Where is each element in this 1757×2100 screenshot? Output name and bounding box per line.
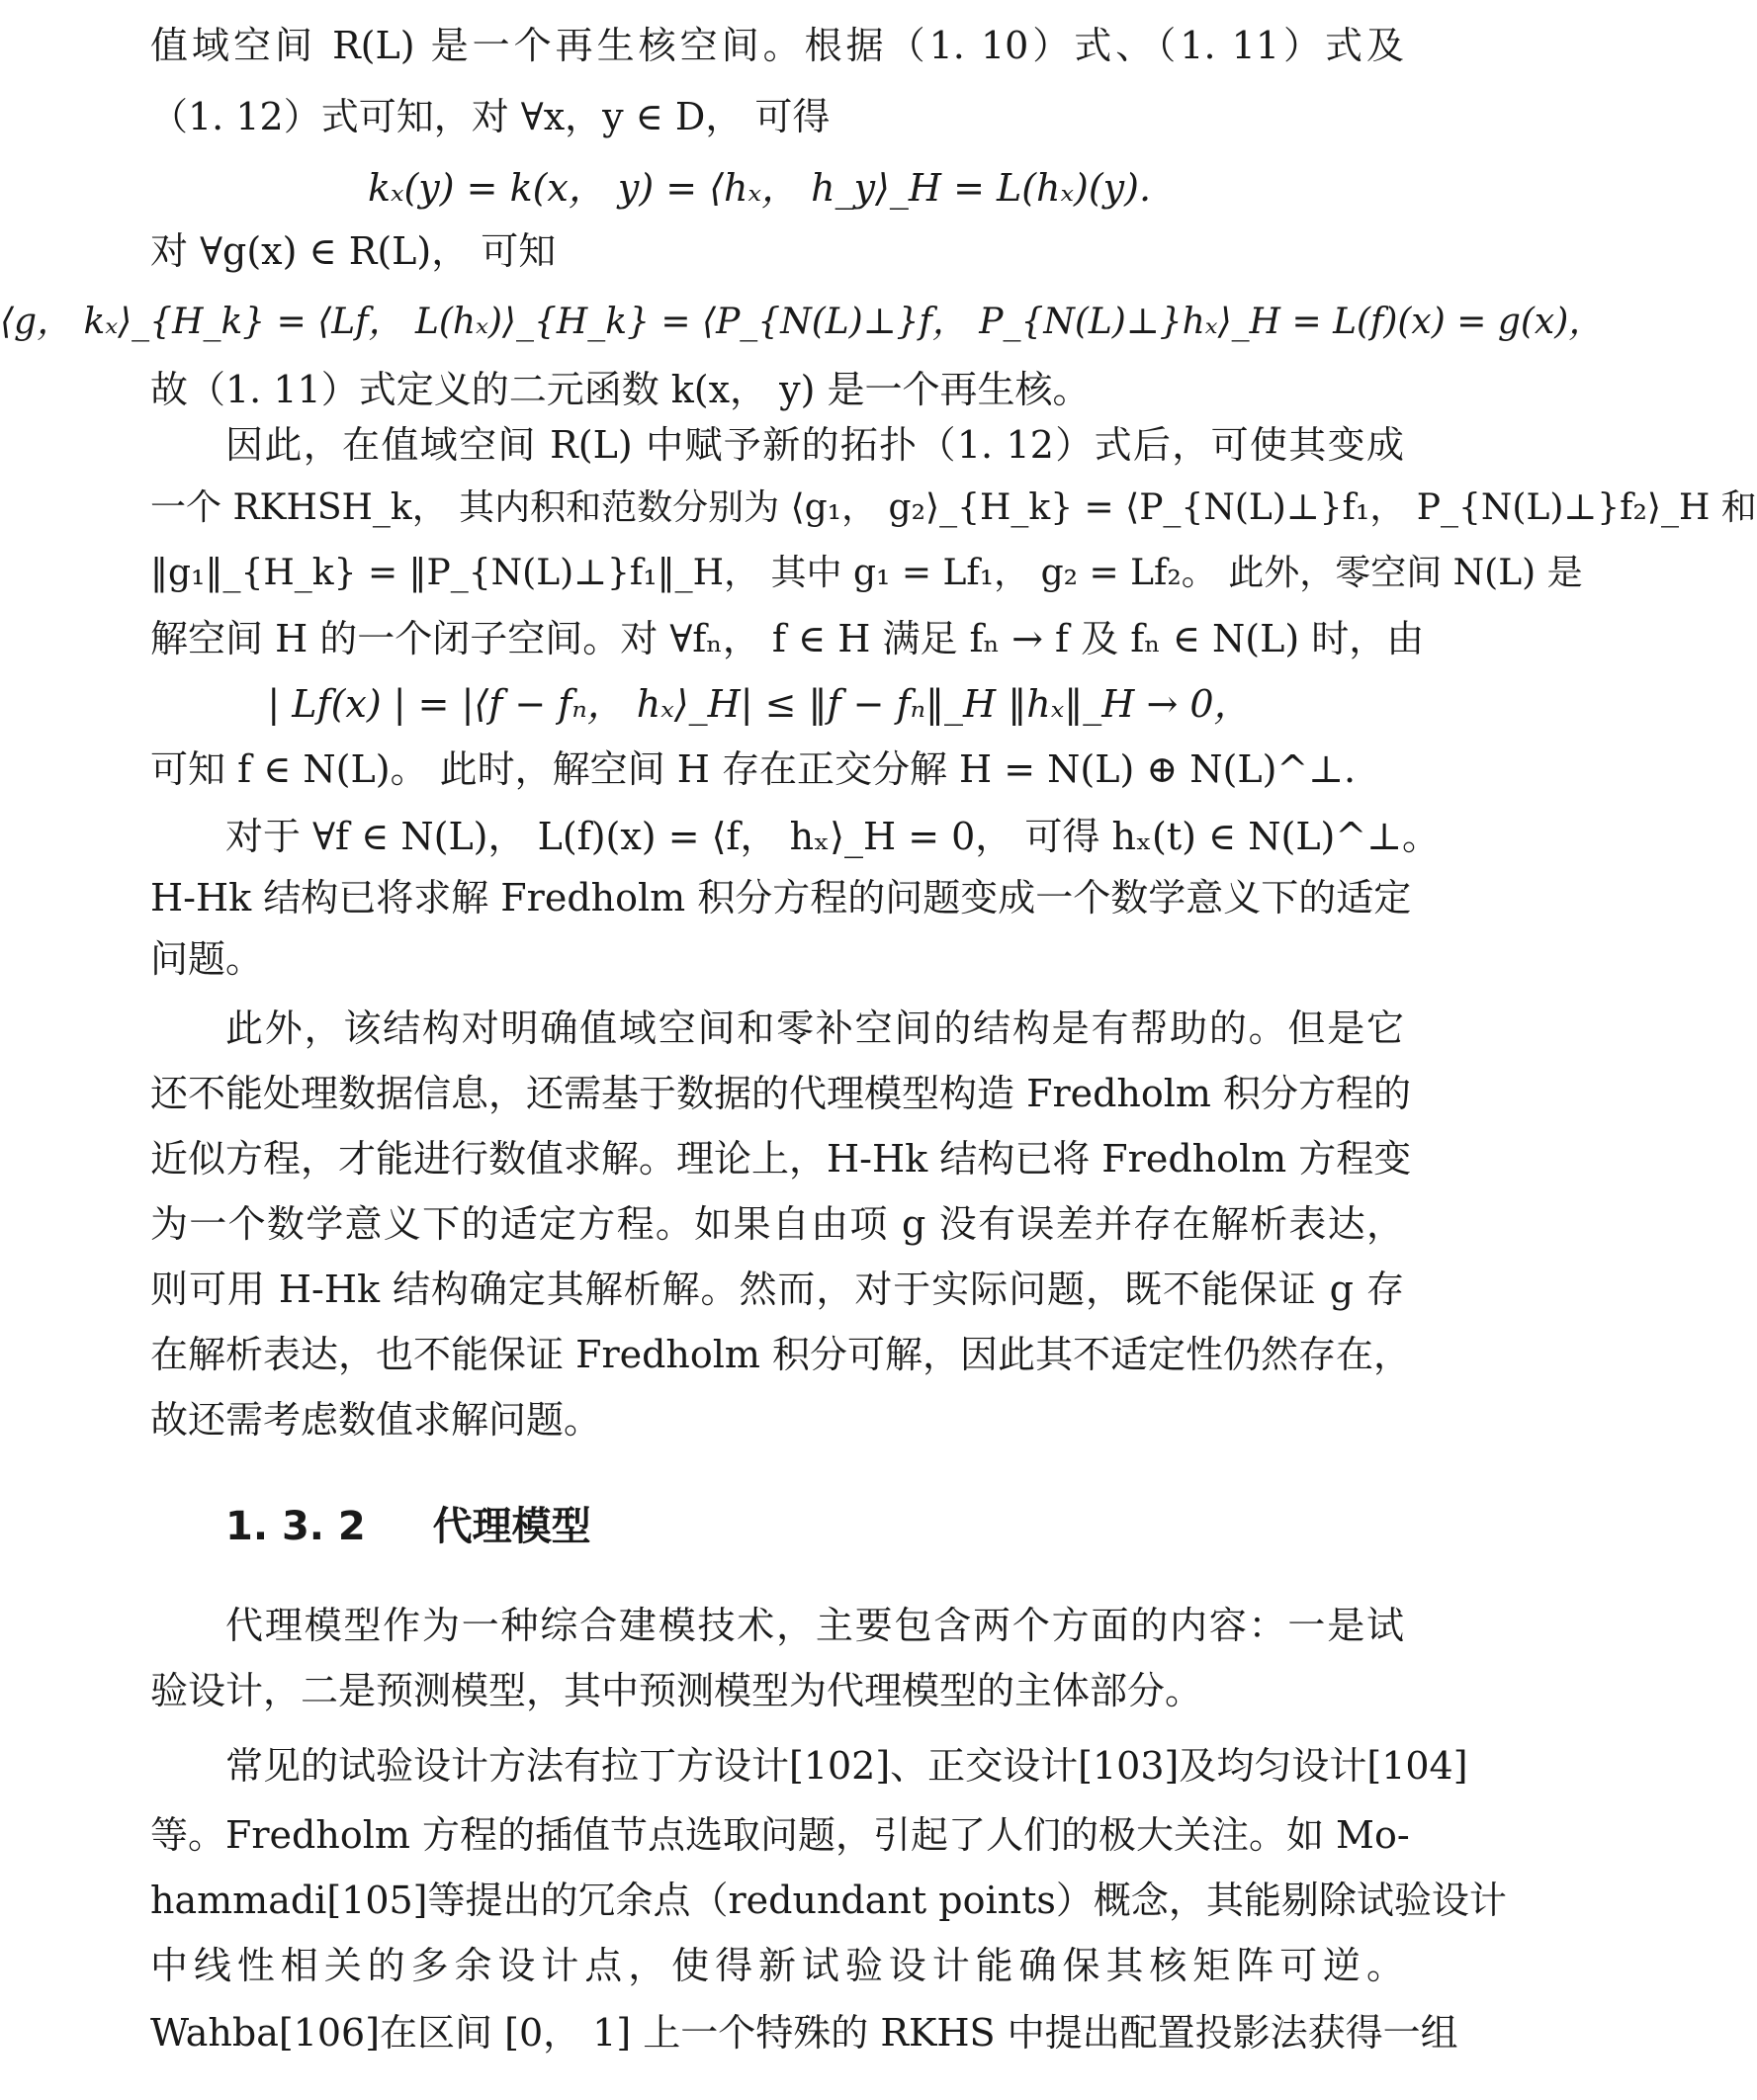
text-line: 常见的试验设计方法有拉丁方设计[102]、正交设计[103]及均匀设计[104] <box>225 1744 1468 1788</box>
text-line: 故（1. 11）式定义的二元函数 k(x， y) 是一个再生核。 <box>150 368 1091 411</box>
text-line: H-Hk 结构已将求解 Fredholm 积分方程的问题变成一个数学意义下的适定 <box>150 876 1412 919</box>
text-line: （1. 12）式可知，对 ∀x，y ∈ D， 可得 <box>150 95 831 138</box>
text-line: 解空间 H 的一个闭子空间。对 ∀fₙ， f ∈ H 满足 fₙ → f 及 fₙ ∈ N(L) 时，由 <box>150 617 1425 660</box>
section-heading <box>225 1503 1479 1550</box>
text-line: ‖g₁‖_{H_k} = ‖P_{N(L)⊥}f₁‖_H， 其中 g₁ = Lf₁， g₂ = Lf₂。 此外，零空间 N(L) 是 <box>150 553 1583 593</box>
text-line: 还不能处理数据信息，还需基于数据的代理模型构造 Fredholm 积分方程的 <box>150 1072 1412 1115</box>
section-title: 代理模型 <box>432 1504 591 1549</box>
text-line: 一个 RKHSH_k， 其内积和范数分别为 ⟨g₁， g₂⟩_{H_k} = ⟨P_{N(L)⊥}f₁， P_{N(L)⊥}f₂⟩_H 和 <box>150 487 1757 528</box>
text-line: 中线性相关的多余设计点，使得新试验设计能确保其核矩阵可逆。 <box>150 1944 1404 1987</box>
text-line: 为一个数学意义下的适定方程。如果自由项 g 没有误差并存在解析表达， <box>150 1202 1404 1246</box>
equation: kₓ(y) = k(x， y) = ⟨hₓ， h_y⟩_H = L(hₓ)(y). <box>367 166 1152 210</box>
equation: | Lf(x) | = |⟨f − fₙ， hₓ⟩_H| ≤ ‖f − fₙ‖_H ‖hₓ‖_H → 0， <box>267 682 1252 726</box>
text-line: 可知 f ∈ N(L)。 此时，解空间 H 存在正交分解 H = N(L) ⊕ N(L)^⊥. <box>150 747 1357 791</box>
text-line: 对于 ∀f ∈ N(L)， L(f)(x) = ⟨f， hₓ⟩_H = 0， 可得 hₓ(t) ∈ N(L)^⊥。 <box>225 815 1440 858</box>
text-line: 则可用 H-Hk 结构确定其解析解。然而，对于实际问题，既不能保证 g 存 <box>150 1268 1404 1311</box>
text-line: 验设计，二是预测模型，其中预测模型为代理模型的主体部分。 <box>150 1669 1203 1712</box>
text-line: Wahba[106]在区间 [0， 1] 上一个特殊的 RKHS 中提出配置投影法获得一组 <box>150 2011 1458 2055</box>
text-line: 代理模型作为一种综合建模技术，主要包含两个方面的内容：一是试 <box>225 1604 1404 1647</box>
text-line: 问题。 <box>150 937 264 981</box>
text-line: 等。Fredholm 方程的插值节点选取问题，引起了人们的极大关注。如 Mo- <box>150 1813 1410 1857</box>
text-line: hammadi[105]等提出的冗余点（redundant points）概念，其能剔除试验设计 <box>150 1879 1507 1922</box>
equation: ⟨g， kₓ⟩_{H_k} = ⟨Lf， L(hₓ)⟩_{H_k} = ⟨P_{N(L)⊥}f， P_{N(L)⊥}hₓ⟩_H = L(f)(x) = g(x)， <box>0 302 1605 342</box>
text-line: 对 ∀g(x) ∈ R(L)， 可知 <box>150 229 557 273</box>
text-line: 故还需考虑数值求解问题。 <box>150 1398 602 1442</box>
text-line: 在解析表达，也不能保证 Fredholm 积分可解，因此其不适定性仍然存在， <box>150 1333 1412 1376</box>
section-number: 1. 3. 2 <box>225 1504 366 1549</box>
text-line: 此外，该结构对明确值域空间和零补空间的结构是有帮助的。但是它 <box>225 1006 1404 1050</box>
text-line: 值域空间 R(L) 是一个再生核空间。根据（1. 10）式、（1. 11）式及 <box>150 24 1404 67</box>
text-line: 近似方程，才能进行数值求解。理论上，H-Hk 结构已将 Fredholm 方程变 <box>150 1137 1412 1181</box>
text-line: 因此，在值域空间 R(L) 中赋予新的拓扑（1. 12）式后，可使其变成 <box>225 423 1404 467</box>
